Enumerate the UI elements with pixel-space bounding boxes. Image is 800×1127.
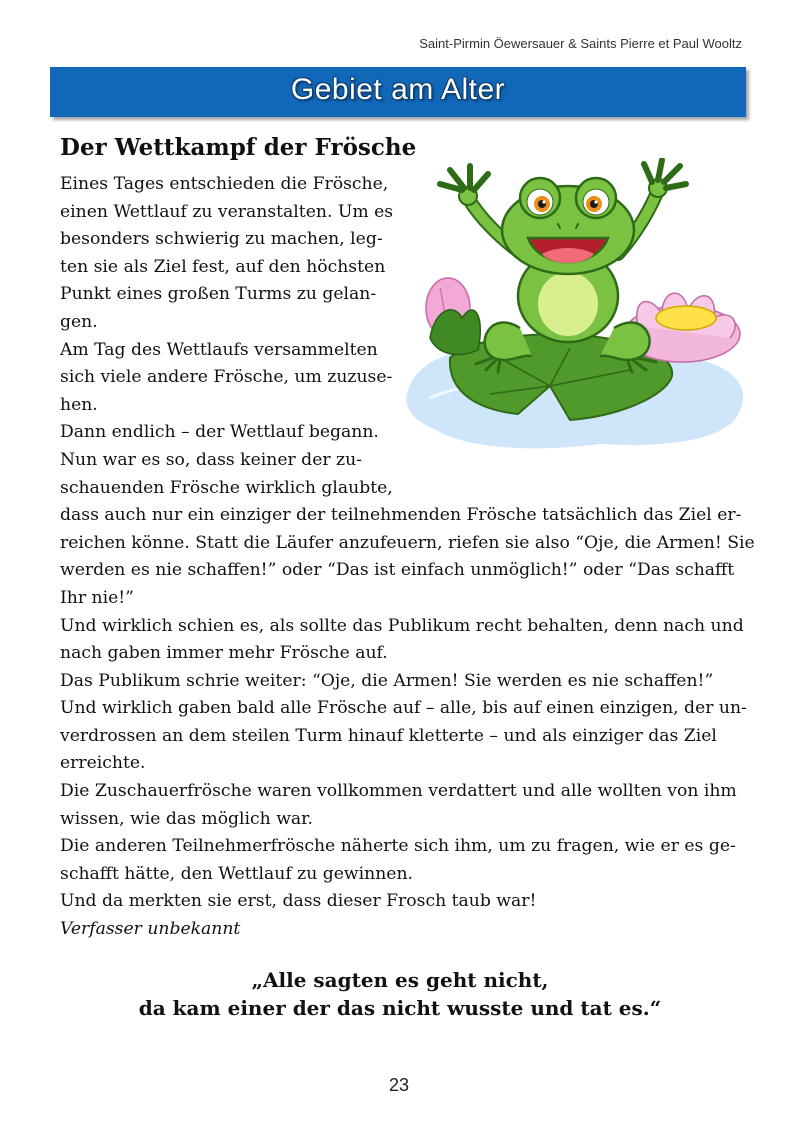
text-line: gen. bbox=[60, 311, 98, 332]
text-line: nach gaben immer mehr Frösche auf. bbox=[60, 643, 388, 664]
text-line: erreichte. bbox=[60, 753, 146, 774]
text-line: Am Tag des Wettlaufs versammelten bbox=[60, 339, 378, 360]
text-line: Und da merkten sie erst, dass dieser Frosch taub war! bbox=[60, 891, 537, 912]
text-line: besonders schwierig zu machen, leg- bbox=[60, 229, 383, 250]
text-line: werden es nie schaffen!” oder “Das ist einfach unmöglich!” oder “Das schafft bbox=[60, 560, 735, 581]
text-line: Dann endlich – der Wettlauf begann. bbox=[60, 422, 379, 443]
text-line: sich viele andere Frösche, um zuzuse- bbox=[60, 367, 393, 388]
page-number: 23 bbox=[388, 1075, 410, 1095]
text-line: Eines Tages entschieden die Frösche, bbox=[60, 174, 389, 194]
text-line: Die Zuschauerfrösche waren vollkommen verdattert und alle wollten von ihm bbox=[60, 781, 737, 802]
frog-on-lily-pad-icon bbox=[400, 158, 752, 474]
closing-quote bbox=[0, 966, 800, 1022]
text-line: ten sie als Ziel fest, auf den höchsten bbox=[60, 256, 386, 277]
section-title: Gebiet am Alter bbox=[290, 73, 506, 106]
story-title: Der Wettkampf der Frösche bbox=[60, 134, 417, 161]
text-line: reichen könne. Statt die Läufer anzufeuern, riefen sie also “Oje, die Armen! Sie bbox=[60, 532, 755, 553]
text-line: verdrossen an dem steilen Turm hinauf kletterte – und als einziger das Ziel bbox=[60, 725, 717, 746]
text-line: dass auch nur ein einziger der teilnehmenden Frösche tatsächlich das Ziel er- bbox=[60, 505, 742, 526]
frog-illustration bbox=[400, 158, 752, 474]
running-head: Saint-Pirmin Öewersauer & Saints Pierre et Paul Wooltz bbox=[419, 36, 742, 51]
section-banner bbox=[50, 67, 746, 117]
text-line: Nun war es so, dass keiner der zu- bbox=[60, 449, 362, 470]
text-line: schauenden Frösche wirklich glaubte, bbox=[60, 477, 393, 498]
text-line: Und wirklich schien es, als sollte das Publikum recht behalten, denn nach und bbox=[60, 615, 744, 636]
text-line: einen Wettlauf zu veranstalten. Um es bbox=[60, 201, 394, 222]
text-line: Das Publikum schrie weiter: “Oje, die Armen! Sie werden es nie schaffen!” bbox=[60, 670, 714, 691]
text-line: Punkt eines großen Turms zu gelan- bbox=[60, 284, 377, 305]
text-line: wissen, wie das möglich war. bbox=[60, 808, 313, 829]
text-line: hen. bbox=[60, 394, 98, 415]
author-credit: Verfasser unbekannt bbox=[60, 919, 241, 940]
text-line: schafft hätte, den Wettlauf zu gewinnen. bbox=[60, 863, 413, 884]
text-line: Die anderen Teilnehmerfrösche näherte sich ihm, um zu fragen, wie er es ge- bbox=[60, 836, 736, 857]
quote-line-1: „Alle sagten es geht nicht, bbox=[251, 968, 549, 992]
text-line: Ihr nie!” bbox=[60, 587, 134, 608]
text-line: Und wirklich gaben bald alle Frösche auf – alle, bis auf einen einzigen, der un- bbox=[60, 698, 747, 719]
quote-line-2: da kam einer der das nicht wusste und tat es.“ bbox=[138, 996, 662, 1020]
